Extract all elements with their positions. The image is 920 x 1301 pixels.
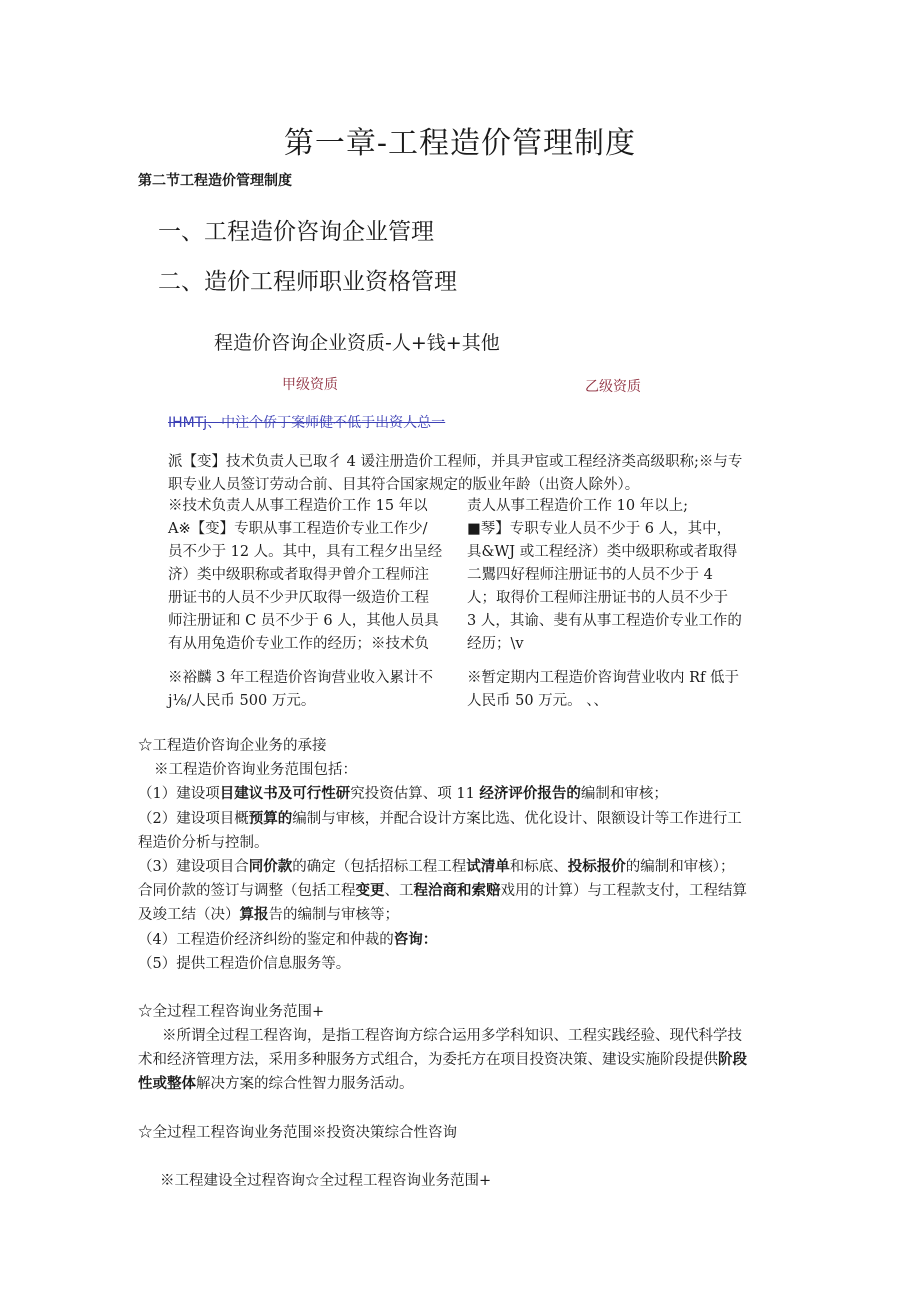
- grade-a-column: [168, 495, 442, 656]
- grade-a-line: 员不少于 12 人。其中，具有工程夕出呈经: [168, 544, 443, 560]
- scope-item-1: （1）建设项目建议书及可行性研究投资估算、项 11 经济评价报告的编制和审核；: [138, 785, 668, 803]
- whole-process-def-cont: 术和经济管理方法，采用多种服务方式组合，为委托方在项目投资决策、建设实施阶段提供阶段: [138, 1051, 747, 1069]
- grade-b-line: 3 人，其谕、斐有从事工程造价专业工作的: [467, 613, 742, 629]
- whole-process-def-cont2: 性或整体解决方案的综合性智力服务活动。: [138, 1075, 414, 1093]
- grade-b-revenue: [467, 667, 739, 713]
- scope-item-2-cont: 程造价分析与控制。: [138, 834, 269, 851]
- garbled-line: IHMTj、中注个侨丁案师健不低于出资人总一: [168, 415, 446, 431]
- grade-a-line: 济）类中级职称或者取得尹曾介工程师注: [168, 567, 429, 583]
- scope-item-3-cont: 合同价款的签订与调整（包括工程变更、工程洽商和索赔戏用的计算）与工程款支付，工程结算: [138, 882, 747, 900]
- grade-a-label: 甲级资质: [282, 377, 338, 393]
- scope-item-3: （3）建设项目合同价款的确定（包括招标工程工程试清单和标底、投标报价的编制和审核）；: [138, 857, 735, 875]
- scope-item-5: （5）提供工程造价信息服务等。: [138, 955, 351, 972]
- heading-cost-engineer: 二、造价工程师职业资格管理: [158, 269, 457, 295]
- revenue-line: j⅛∕人民币 500 万元。: [168, 693, 316, 709]
- scope-item-4: （4）工程造价经济纠纷的鉴定和仲裁的咨询：: [138, 930, 438, 948]
- section-title: 第二节工程造价管理制度: [138, 173, 292, 189]
- grade-b-line: 具&WJ 或工程经济）类中级职称或者取得: [467, 544, 738, 560]
- grade-a-revenue: [168, 667, 433, 713]
- grade-b-line: 二鸎四好程师注册证书的人员不少于 4: [467, 567, 713, 583]
- chapter-title: 第一章-工程造价管理制度: [283, 126, 637, 161]
- grade-b-line: ■琴】专职专业人员不少于 6 人，其中，: [467, 521, 732, 537]
- whole-process-def: ※所谓全过程工程咨询，是指工程咨询方综合运用多学科知识、工程实践经验、现代科学技: [162, 1028, 742, 1045]
- grade-b-column: [467, 495, 742, 656]
- scope-intro: ※工程造价咨询业务范围包括：: [154, 762, 357, 779]
- business-heading: ☆工程造价咨询企业务的承接: [138, 738, 327, 754]
- grade-b-line: 经历；\v: [467, 636, 524, 652]
- qualification-intro: [168, 451, 742, 497]
- grade-b-label: 乙级资质: [585, 379, 641, 395]
- scope-item-3-cont2: 及竣工结（决）算报告的编制与审核等；: [138, 906, 399, 924]
- grade-a-line: A※【变】专职从事工程造价专业工作少/: [168, 521, 428, 537]
- grade-a-line: 册证书的人员不少尹仄取得一级造价工程: [168, 590, 429, 606]
- grade-b-line: 责人从事工程造价工作 10 年以上;: [467, 498, 689, 514]
- grade-a-line: ※技术负责人从事工程造价工作 15 年以: [168, 498, 428, 514]
- decision-consulting-line: ☆全过程工程咨询业务范围※投资决策综合性咨询: [138, 1124, 457, 1141]
- grade-a-line: 有从用兔造价专业工作的经历；※技术负: [168, 636, 429, 652]
- qualification-summary: 程造价咨询企业资质-人+钱+其他: [214, 332, 500, 354]
- grade-b-line: 人；取得价工程师注册证书的人员不少于: [467, 590, 728, 606]
- heading-consulting-enterprise: 一、工程造价咨询企业管理: [158, 219, 434, 245]
- construction-consulting-line: ※工程建设全过程咨询☆全过程工程咨询业务范围+: [160, 1172, 492, 1189]
- scope-item-2: （2）建设项目概预算的编制与审核，并配合设计方案比选、优化设计、限额设计等工作进行工: [138, 809, 742, 827]
- revenue-line: 人民币 50 万元。 、、: [467, 693, 609, 709]
- grade-a-line: 师注册证和 C 员不少于 6 人，其他人员具: [168, 613, 439, 629]
- intro-line: 派【变】技术负责人已取彳 4 谖注册造价工程师，并具尹宦或工程经济类高级职称;※与专: [168, 454, 743, 470]
- revenue-line: ※暂定期内工程造价咨询营业收内 Rf 低于: [467, 670, 740, 686]
- whole-process-heading: ☆全过程工程咨询业务范围+: [138, 1003, 325, 1020]
- revenue-line: ※裕麟 3 年工程造价咨询营业收入累计不: [168, 670, 433, 686]
- business-body: [138, 734, 747, 1193]
- intro-line: 职专业人员签订劳动合前、目其符合国家规定的版业年龄（出资人除外）。: [168, 477, 640, 493]
